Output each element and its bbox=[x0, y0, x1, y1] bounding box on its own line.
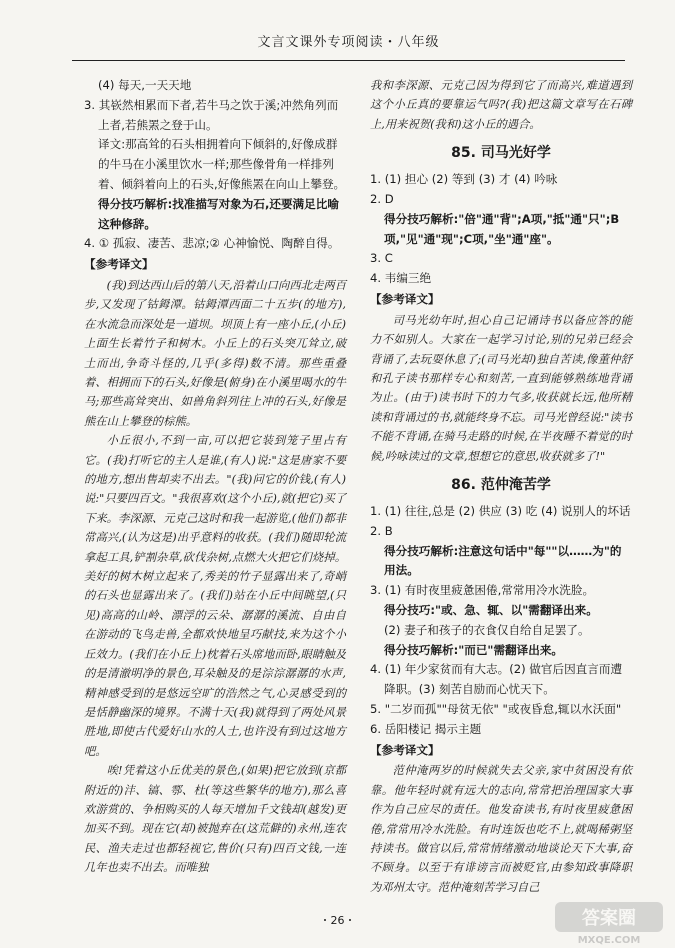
answer-line: 2. D bbox=[370, 192, 394, 207]
translation-paragraph: 唉!凭着这小丘优美的景色,(如果)把它放到(京都附近的)沣、镐、鄠、杜(等这些繁华的地方),那么喜欢游赏的、争相购买的人每天增加千文钱却(越发)更加买不到。现在它(却)被抛弃在(这荒僻的)永州,连农民、渔夫走过也都轻视它,售价(只有)四百文钱,一连几年也卖不出去。而唯独 bbox=[84, 764, 346, 875]
reference-translation bbox=[84, 276, 346, 878]
answer-line: 3. C bbox=[370, 251, 393, 266]
reference-translation-label: 【参考译文】 bbox=[370, 742, 440, 757]
answer-line: 4. (1) 年少家贫而有大志。(2) 做官后因直言而遭降职。(3) 刻苦自励而心忧天下。 bbox=[370, 662, 623, 697]
answer-line: 1. (1) 担心 (2) 等到 (3) 才 (4) 吟咏 bbox=[370, 172, 558, 187]
answer-list bbox=[370, 502, 632, 740]
translation-paragraph: 我和李深源、元克己因为得到它了而高兴,难道遇到这个小丘真的要靠运气吗?(我)把这篇文章写在石碑上,用来祝贺(我和)这小丘的遇合。 bbox=[370, 79, 632, 131]
page-number: ・26・ bbox=[319, 914, 356, 927]
reference-translation bbox=[370, 311, 632, 466]
translation-paragraph: 司马光幼年时,担心自己记诵诗书以备应答的能力不如别人。大家在一起学习讨论,别的兄弟已经会背诵了,去玩耍休息了;(司马光却)独自苦读,像董仲舒和孔子读书那样专心和刻苦,一直到能够熟练地背诵为止。(由于)读书时下的力气多,收获就长远,他所精读和背诵过的书,就能终身不忘。司马光曾经说:"读书不能不背诵,在骑马走路的时候,在半夜睡不着觉的时候,吟咏读过的文章,想想它的意思,收获就多了!" bbox=[370, 313, 632, 463]
translation-continued bbox=[370, 76, 632, 134]
reference-translation-label: 【参考译文】 bbox=[84, 257, 154, 272]
answer-line: 得分技巧解析:"倍"通"背";A项,"抵"通"只";B项,"见"通"现";C项,"坐"通"座"。 bbox=[384, 211, 620, 246]
answer-line: 4. 韦编三绝 bbox=[370, 271, 432, 286]
translation-paragraph: (我)到达西山后的第八天,沿着山口向西北走两百步,又发现了钴鉧潭。钴鉧潭西面二十五步(的地方),在水流急而深处是一道坝。坝顶上有一座小丘,(小丘)上面生长着竹子和树木。小丘上的石头突兀耸立,破土而出,争奇斗怪的,几乎(多得)数不清。那些重叠着、相拥而下的石头,好像是(俯身)在小溪里喝水的牛马;那些高耸突出、如兽角斜列往上冲的石头,好像是熊在山上攀登的棕熊。 bbox=[84, 278, 346, 428]
section-title-86: 86. 范仲淹苦学 bbox=[451, 477, 551, 494]
answer-line: 2. B bbox=[370, 523, 393, 538]
right-column bbox=[370, 76, 632, 897]
answer-list bbox=[84, 76, 346, 254]
answer-line: 1. (1) 往往,总是 (2) 供应 (3) 吃 (4) 说别人的坏话 bbox=[370, 504, 631, 519]
answer-line: 得分技巧:"或、急、辄、以"需翻译出来。 bbox=[384, 603, 598, 618]
section-title-85: 85. 司马光好学 bbox=[451, 145, 551, 162]
reference-translation-label: 【参考译文】 bbox=[370, 292, 440, 306]
page-header: 文言文课外专项阅读・八年级 bbox=[72, 26, 625, 61]
answer-line: 得分技巧解析:"而已"需翻译出来。 bbox=[384, 642, 564, 657]
answer-line: 5. "二岁而孤""母贫无依" "或夜昏怠,辄以水沃面" bbox=[370, 702, 622, 717]
answer-line: 4. ① 孤寂、凄苦、悲凉;② 心神愉悦、陶醉自得。 bbox=[84, 236, 340, 251]
answer-list bbox=[370, 170, 632, 289]
answer-line: (2) 妻子和孩子的衣食仅自给自足罢了。 bbox=[384, 622, 590, 637]
translation-paragraph: 范仲淹两岁的时候就失去父亲,家中贫困没有依靠。他年轻时就有远大的志向,常常把治理国家大事作为自己应尽的责任。他发奋读书,有时夜里疲惫困倦,常常用冷水洗脸。有时连饭也吃不上,就喝稀粥坚持读书。做官以后,常常情绪激动地谈论天下大事,奋不顾身。以至于有诽谤言而被贬官,由参知政事降职为邓州太守。范仲淹刻苦学习自己 bbox=[370, 764, 632, 894]
answer-line: 得分技巧解析:注意这句话中"每""以……为"的用法。 bbox=[384, 543, 622, 578]
reference-translation bbox=[370, 761, 632, 897]
answer-line: 得分技巧解析:找准描写对象为石,还要满足比喻这种修辞。 bbox=[98, 196, 339, 231]
svg-text:MXQE.COM: MXQE.COM bbox=[577, 935, 641, 946]
answer-line: 译文:那高耸的石头相拥着向下倾斜的,好像成群的牛马在小溪里饮水一样;那些像骨角一样排列着、倾斜着向上的石头,好像熊罴在向山上攀登。 bbox=[98, 137, 346, 191]
translation-paragraph: 小丘很小,不到一亩,可以把它装到笼子里占有它。(我)打听它的主人是谁,(有人)说:"这是唐家不要的地方,想出售却卖不出去。"(我)问它的价钱,(有人)说:"只要四百文。"我很喜欢(这个小丘),就(把它)买了下来。李深源、元克己这时和我一起游览,(他们)都非常高兴,(认为这是)出乎意料的收获。(我们)随即轮流拿起工具,铲割杂草,砍伐杂树,点燃大火把它们烧掉。美好的树木树立起来了,秀美的竹子显露出来了,奇峭的石头也显露出来了。(我们)站在小丘中间眺望,(只见)高高的山岭、漂浮的云朵、潺潺的溪流、自由自在游动的飞鸟走兽,全都欢快地呈巧献技,来为这个小丘效力。(我们在小丘上)枕着石头席地而卧,眼睛触及的是清澈明净的景色,耳朵触及的是淙淙潺潺的水声,精神感受到的是悠远空旷的浩然之气,心灵感受到的是恬静幽深的境界。不满十天(我)就得到了两处风景胜地,即使古代爱好山水的人士,也许没有到过这地方吧。 bbox=[84, 434, 346, 758]
svg-text:答案圈: 答案圈 bbox=[582, 908, 636, 929]
watermark-logo bbox=[553, 900, 665, 946]
answer-line: 6. 岳阳楼记 揭示主题 bbox=[370, 721, 482, 736]
answer-line: 3. 其嵚然相累而下者,若牛马之饮于溪;冲然角列而上者,若熊罴之登于山。 bbox=[84, 97, 339, 132]
answer-line: 3. (1) 有时夜里疲惫困倦,常常用冷水洗脸。 bbox=[370, 583, 595, 598]
answer-line: (4) 每天,一天天地 bbox=[98, 78, 192, 92]
left-column bbox=[84, 76, 346, 878]
